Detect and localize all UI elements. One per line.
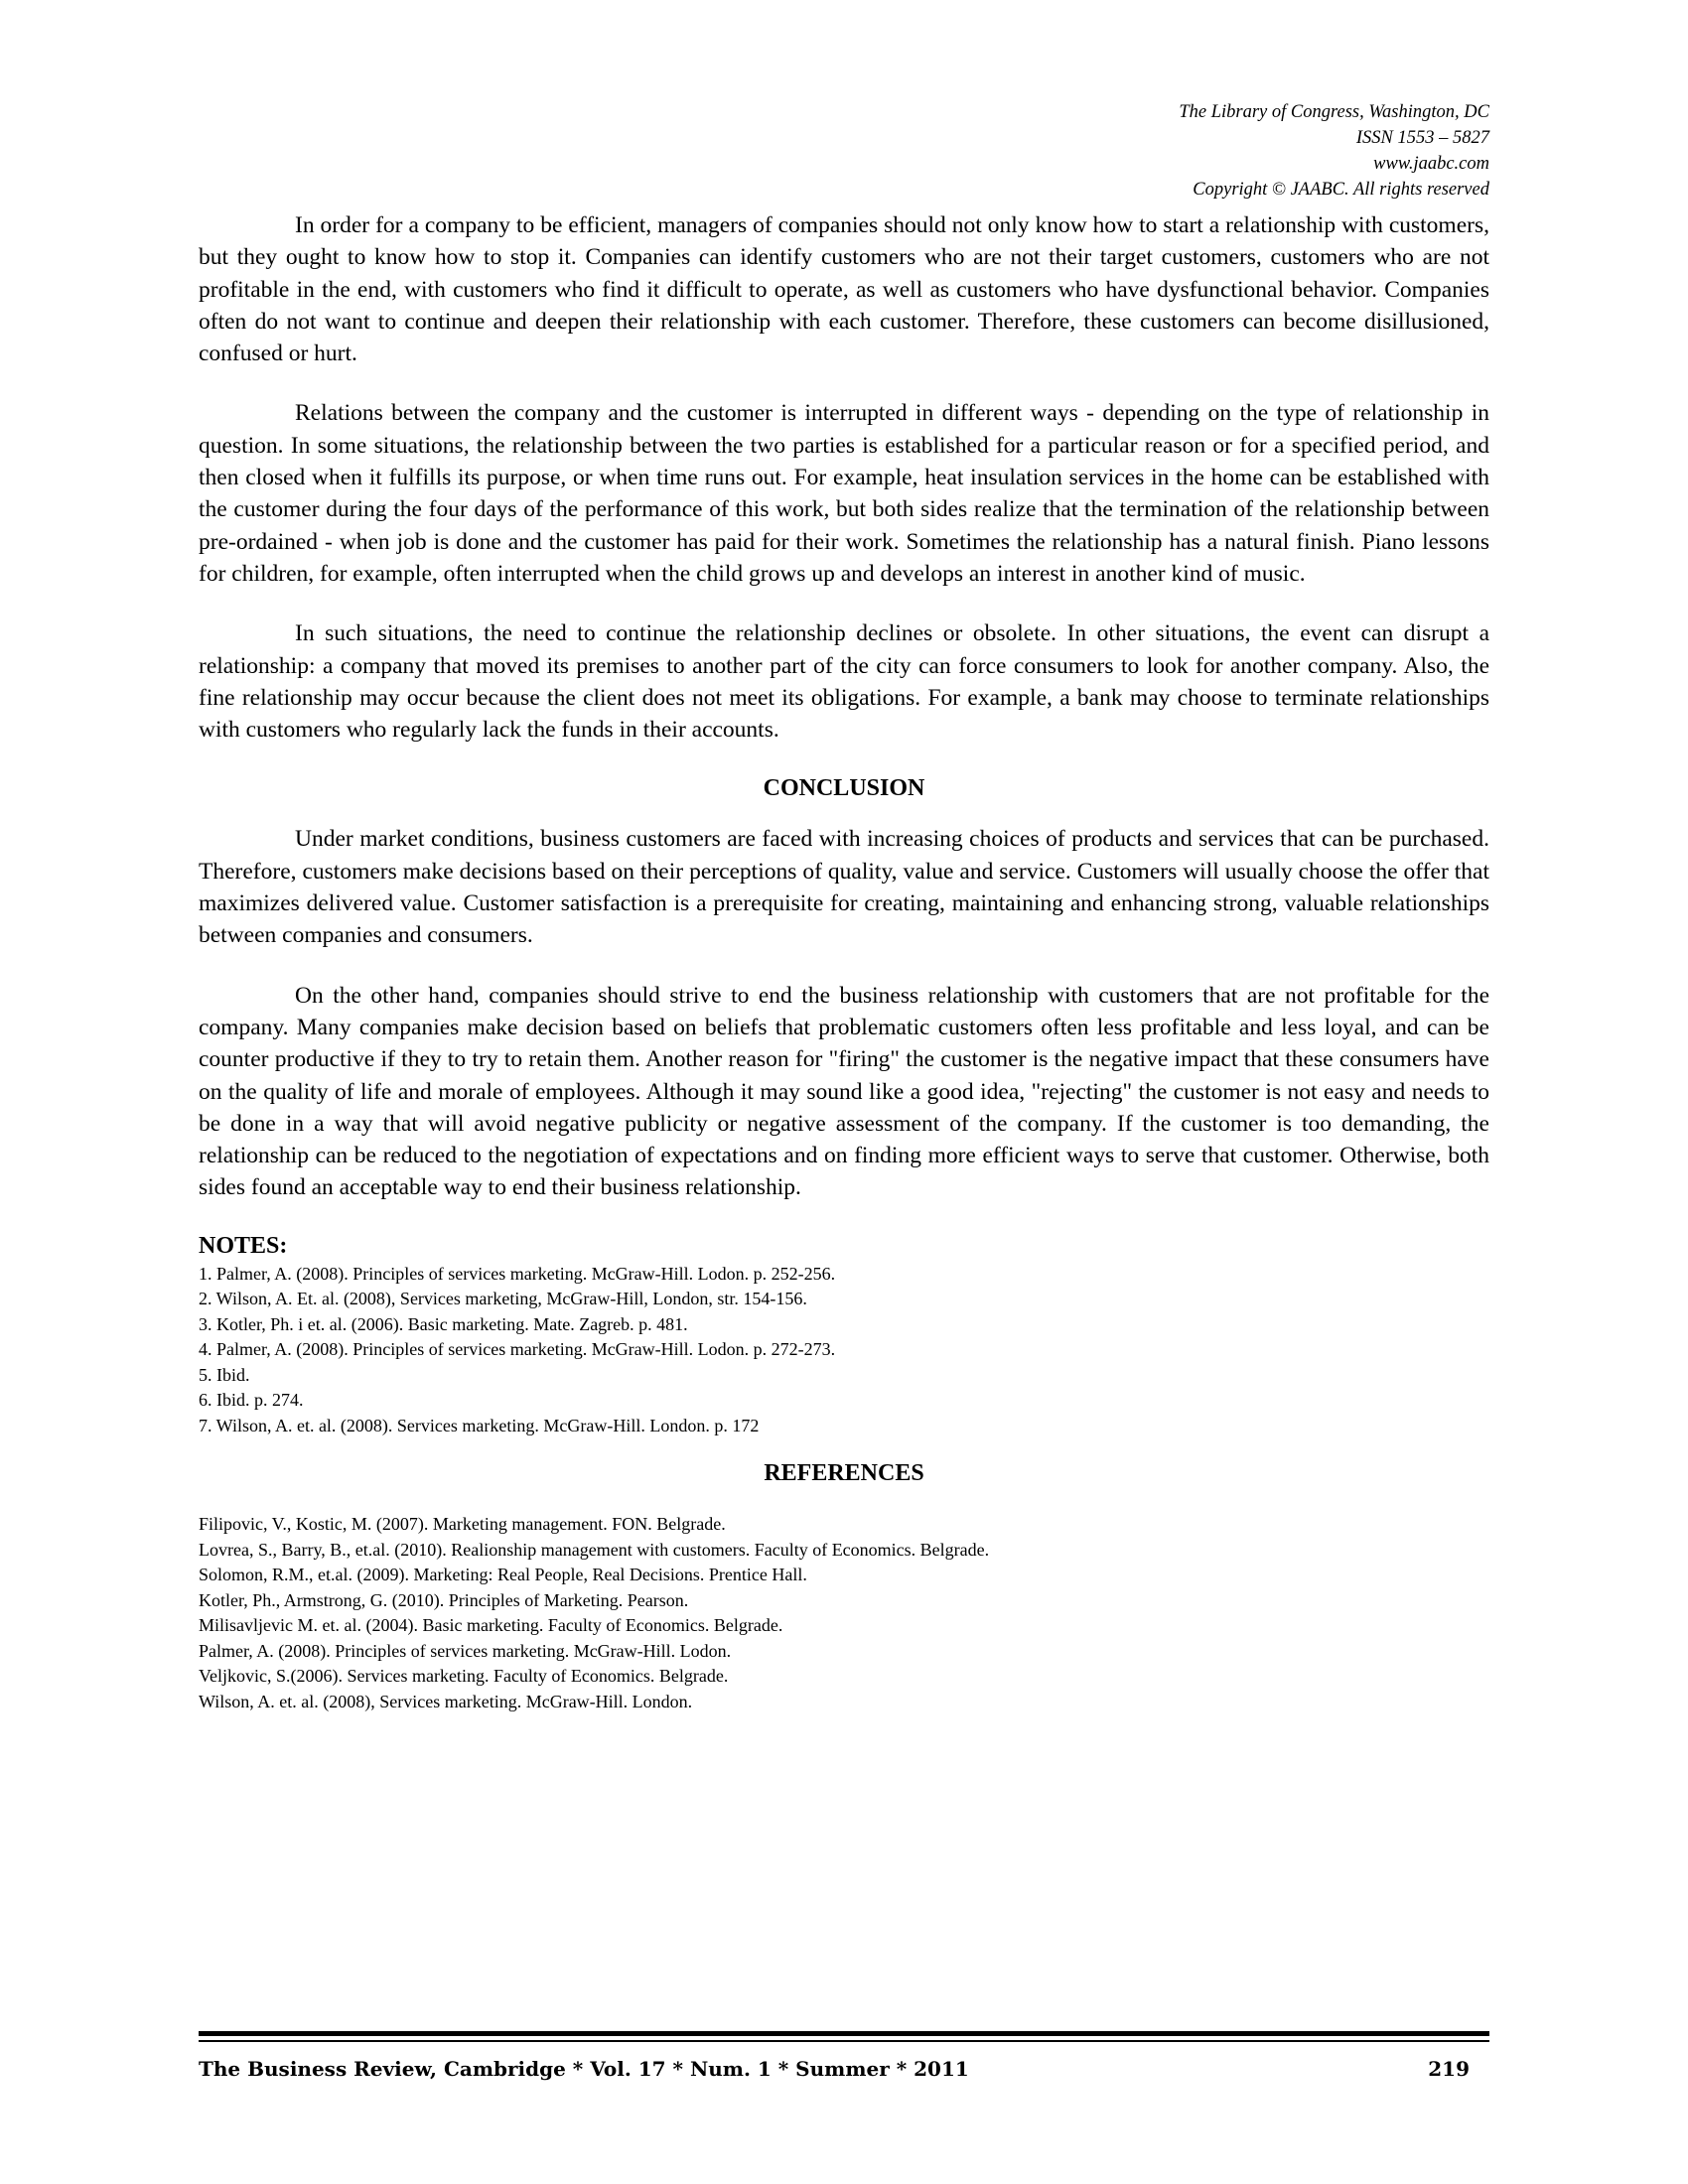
notes-heading: NOTES: <box>199 1232 288 1259</box>
reference-item: Lovrea, S., Barry, B., et.al. (2010). Realionship management with customers. Faculty of Economics. Belgrade. <box>199 1539 990 1560</box>
reference-item: Milisavljevic M. et. al. (2004). Basic marketing. Faculty of Economics. Belgrade. <box>199 1615 783 1636</box>
footer-divider-thin <box>199 2040 1489 2042</box>
header-library-line: The Library of Congress, Washington, DC <box>1179 102 1489 122</box>
conclusion-paragraph: On the other hand, companies should strive to end the business relationship with customers that are not profitable for the company. Many companies make decision based on beliefs that problematic customers often less profitable and less loyal, and can be counter productive if they to try to retain them. Another reason for "firing" the customer is the negative impact that these consumers have on the quality of life and morale of employees. Although it may sound like a good idea, "rejecting" the customer is not easy and needs to be done in a way that will avoid negative publicity or negative assessment of the company. If the customer is too demanding, the relationship can be reduced to the negotiation of expectations and on finding more efficient ways to serve that customer. Otherwise, both sides found an acceptable way to end their business relationship. <box>199 982 1489 1201</box>
footer-page-number: 219 <box>1428 2057 1470 2081</box>
body-paragraph: In such situations, the need to continue the relationship declines or obsolete. In other situations, the event can disrupt a relationship: a company that moved its premises to another part of the city can force consumers to look for another company. Also, the fine relationship may occur because the client does not meet its obligations. For example, a bank may choose to terminate relationships with customers who regularly lack the funds in their accounts. <box>199 620 1489 744</box>
references-list <box>199 1512 1489 1714</box>
note-item: 3. Kotler, Ph. i et. al. (2006). Basic marketing. Mate. Zagreb. p. 481. <box>199 1313 688 1334</box>
notes-list <box>199 1262 1489 1439</box>
header-website-line: www.jaabc.com <box>1373 154 1489 174</box>
article-body <box>199 209 1489 1714</box>
body-paragraph: In order for a company to be efficient, managers of companies should not only know how to start a relationship with customers, but they ought to know how to stop it. Companies can identify customers who are not their target customers, customers who are not profitable in the end, with customers who find it difficult to operate, as well as customers who have dysfunctional behavior. Companies often do not want to continue and deepen their relationship with each customer. Therefore, these customers can become disillusioned, confused or hurt. <box>199 212 1489 367</box>
reference-item: Kotler, Ph., Armstrong, G. (2010). Principles of Marketing. Pearson. <box>199 1589 689 1610</box>
reference-item: Filipovic, V., Kostic, M. (2007). Marketing management. FON. Belgrade. <box>199 1514 726 1535</box>
conclusion-paragraph: Under market conditions, business customers are faced with increasing choices of products and services that can be purchased. Therefore, customers make decisions based on their perceptions of quality, value and service. Customers will usually choose the offer that maximizes delivered value. Customer satisfaction is a prerequisite for creating, maintaining and enhancing strong, valuable relationships between companies and consumers. <box>199 826 1489 949</box>
page-header <box>1179 99 1489 203</box>
header-issn-line: ISSN 1553 – 5827 <box>1355 128 1489 148</box>
footer-divider-thick <box>199 2031 1489 2036</box>
reference-item: Palmer, A. (2008). Principles of services marketing. McGraw-Hill. Lodon. <box>199 1640 732 1661</box>
journal-page <box>199 0 1489 2184</box>
note-item: 6. Ibid. p. 274. <box>199 1390 304 1411</box>
reference-item: Solomon, R.M., et.al. (2009). Marketing: Real People, Real Decisions. Prentice Hall. <box>199 1565 807 1585</box>
reference-item: Veljkovic, S.(2006). Services marketing. Faculty of Economics. Belgrade. <box>199 1666 729 1687</box>
note-item: 2. Wilson, A. Et. al. (2008), Services marketing, McGraw-Hill, London, str. 154-156. <box>199 1289 807 1309</box>
note-item: 7. Wilson, A. et. al. (2008). Services marketing. McGraw-Hill. London. p. 172 <box>199 1415 760 1435</box>
note-item: 1. Palmer, A. (2008). Principles of services marketing. McGraw-Hill. Lodon. p. 252-256. <box>199 1263 836 1284</box>
conclusion-heading: CONCLUSION <box>763 775 925 802</box>
reference-item: Wilson, A. et. al. (2008), Services marketing. McGraw-Hill. London. <box>199 1691 693 1711</box>
header-copyright-line: Copyright © JAABC. All rights reserved <box>1193 180 1489 200</box>
references-heading: REFERENCES <box>764 1460 924 1487</box>
note-item: 4. Palmer, A. (2008). Principles of services marketing. McGraw-Hill. Lodon. p. 272-273. <box>199 1339 836 1360</box>
note-item: 5. Ibid. <box>199 1364 250 1385</box>
footer-journal-citation: The Business Review, Cambridge * Vol. 17 * Num. 1 * Summer * 2011 <box>199 2057 969 2081</box>
body-paragraph: Relations between the company and the customer is interrupted in different ways - depending on the type of relationship in question. In some situations, the relationship between the two parties is established for a particular reason or for a specified period, and then closed when it fulfills its purpose, or when time runs out. For example, heat insulation services in the home can be established with the customer during the four days of the performance of this work, but both sides realize that the termination of the relationship between pre-ordained - when job is done and the customer has paid for their work. Sometimes the relationship has a natural finish. Piano lessons for children, for example, often interrupted when the child grows up and develops an interest in another kind of music. <box>199 400 1489 587</box>
